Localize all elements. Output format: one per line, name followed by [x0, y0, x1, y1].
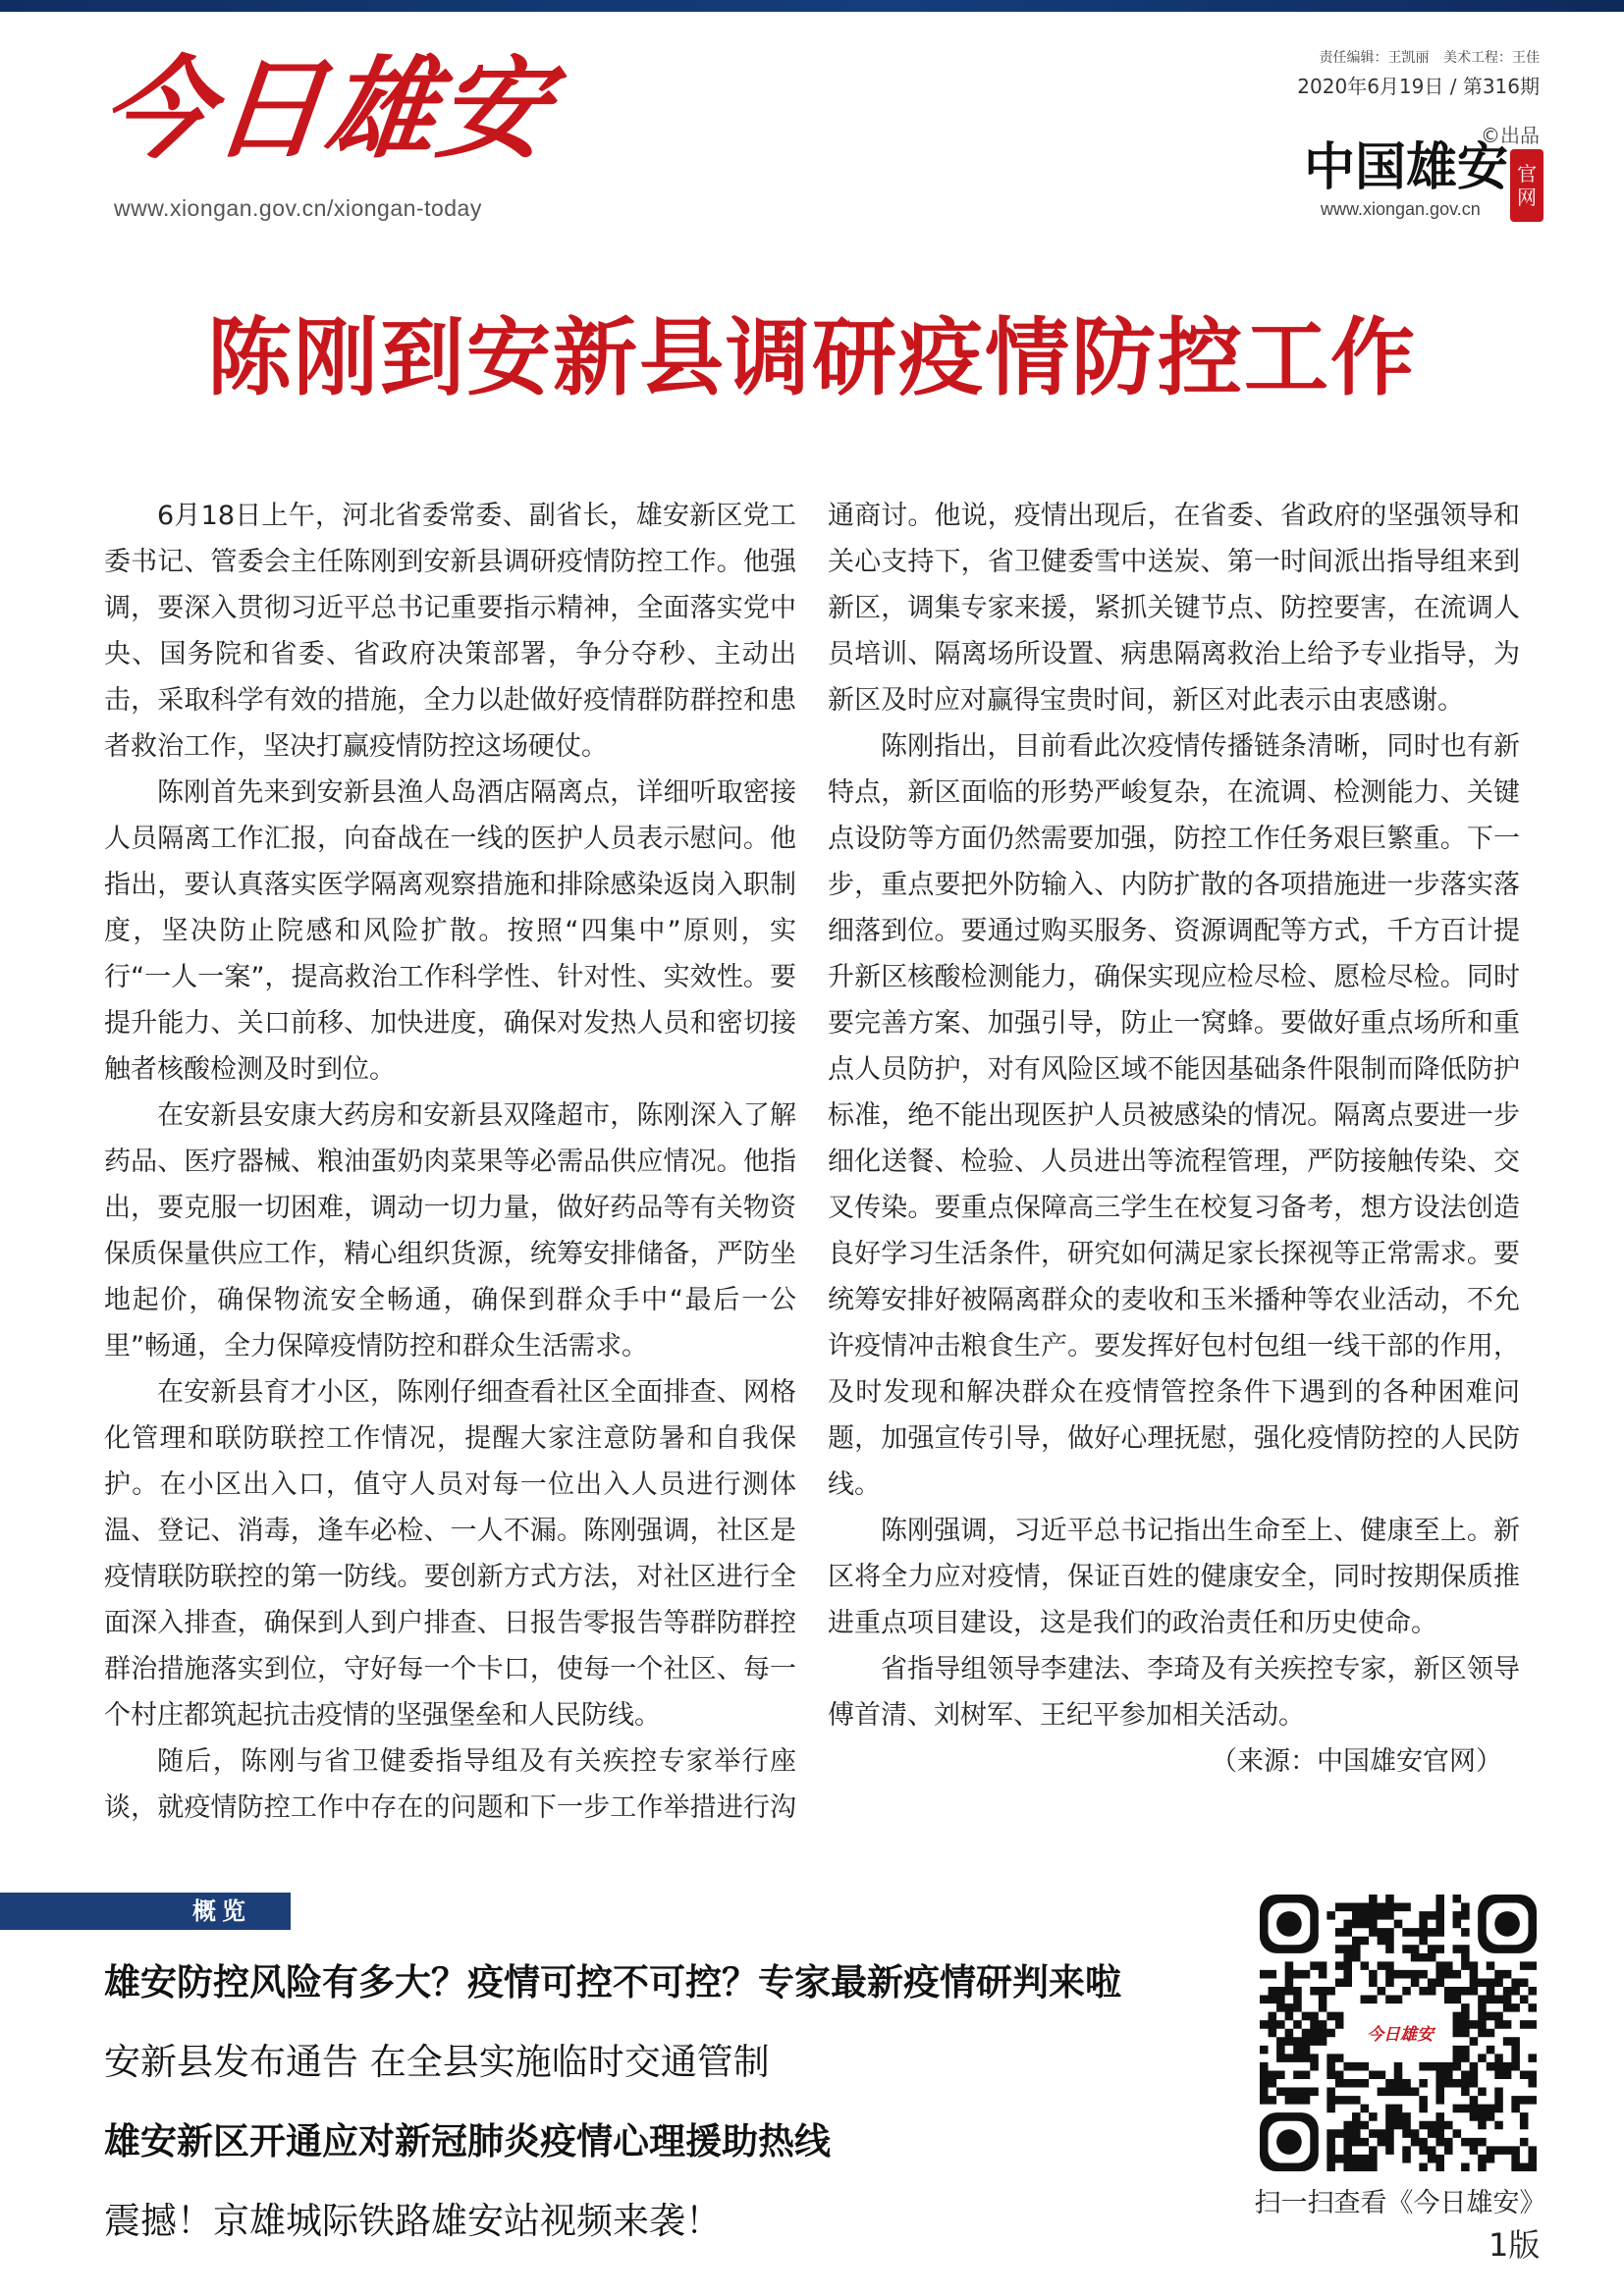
publisher-seal-text: 官网: [1517, 162, 1537, 209]
article-paragraph: 在安新县育才小区，陈刚仔细查看社区全面排查、网格化管理和联防联控工作情况，提醒大家注意防暑和自我保护。在小区出入口，值守人员对每一位出入人员进行测体温、登记、消毒，逢车必检、一人不漏。陈刚强调，社区是疫情联防联控的第一防线。要创新方式方法，对社区进行全面深入排查，确保到人到户排查、日报告零报告等群防群控群治措施落实到位，守好每一个卡口，使每一个社区、每一个村庄都筑起抗击疫情的坚强堡垒和人民防线。: [104, 1377, 796, 1731]
designer-credit: 美术工程：王佳: [1443, 50, 1540, 66]
publisher-mark: ©出品: [1481, 124, 1540, 147]
overview-link[interactable]: 震撼！京雄城际铁路雄安站视频来袭！: [104, 2200, 722, 2242]
article-paragraph: 随后，陈刚与省卫健委指导组及有关疾控专家举行座谈，就疫情防控工作中存在的问题和下一步工作举措进行沟通商讨。他说，疫情出现后，在省委、省政府的坚强领导和关心支持下，省卫健委雪中送炭、第一时间派出指导组来到新区，调集专家来援，紧抓关键节点、防控要害，在流调人员培训、隔离场所设置、病患隔离救治上给予专业指导，为新区及时应对赢得宝贵时间，新区对此表示由衷感谢。: [104, 501, 1520, 1823]
qr-code[interactable]: [1260, 1895, 1537, 2171]
brand-url[interactable]: www.xiongan.gov.cn/xiongan-today: [114, 195, 482, 221]
qr-badge: 今日雄安: [1350, 2012, 1450, 2057]
top-color-band: [0, 0, 1624, 12]
publisher-seal: [1510, 149, 1543, 222]
qr-caption: 扫一扫查看《今日雄安》: [1254, 2188, 1546, 2218]
brand-logo: 今日雄安: [95, 45, 557, 174]
publisher-logo: 中国雄安: [1304, 137, 1509, 197]
article-paragraph: 在安新县安康大药房和安新县双隆超市，陈刚深入了解药品、医疗器械、粮油蛋奶肉菜果等必需品供应情况。他指出，要克服一切困难，调动一切力量，做好药品等有关物资保质保量供应工作，精心组织货源，统筹安排储备，严防坐地起价，确保物流安全畅通，确保到群众手中“最后一公里”畅通，全力保障疫情防控和群众生活需求。: [104, 1100, 796, 1362]
overview-list: [104, 1958, 1233, 2276]
page-title: 陈刚到安新县调研疫情防控工作: [207, 308, 1417, 407]
overview-link[interactable]: 雄安新区开通应对新冠肺炎疫情心理援助热线: [104, 2120, 831, 2163]
article-body: [104, 493, 1520, 1838]
editor-credits: [1310, 47, 1540, 67]
article-paragraph: 6月18日上午，河北省委常委、副省长，雄安新区党工委书记、管委会主任陈刚到安新县调研疫情防控工作。他强调，要深入贯彻习近平总书记重要指示精神，全面落实党中央、国务院和省委、省政府决策部署，争分夺秒、主动出击，采取科学有效的措施，全力以赴做好疫情群防群控和患者救治工作，坚决打赢疫情防控这场硬仗。: [104, 501, 796, 762]
article-paragraph: 省指导组领导李建法、李琦及有关疾控专家，新区领导傅首清、刘树军、王纪平参加相关活动。: [828, 1654, 1520, 1731]
publisher-url[interactable]: www.xiongan.gov.cn: [1321, 199, 1481, 219]
article-paragraph: 陈刚指出，目前看此次疫情传播链条清晰，同时也有新特点，新区面临的形势严峻复杂，在流调、检测能力、关键点设防等方面仍然需要加强，防控工作任务艰巨繁重。下一步，重点要把外防输入、内防扩散的各项措施进一步落实落细落到位。要通过购买服务、资源调配等方式，千方百计提升新区核酸检测能力，确保实现应检尽检、愿检尽检。同时要完善方案、加强引导，防止一窝蜂。要做好重点场所和重点人员防护，对有风险区域不能因基础条件限制而降低防护标准，绝不能出现医护人员被感染的情况。隔离点要进一步细化送餐、检验、人员进出等流程管理，严防接触传染、交叉传染。要重点保障高三学生在校复习备考，想方设法创造良好学习生活条件，研究如何满足家长探视等正常需求。要统筹安排好被隔离群众的麦收和玉米播种等农业活动，不允许疫情冲击粮食生产。要发挥好包村包组一线干部的作用，及时发现和解决群众在疫情管控条件下遇到的各种困难问题，加强宣传引导，做好心理抚慰，强化疫情防控的人民防线。: [828, 731, 1520, 1500]
overview-title: 概览: [192, 1897, 251, 1925]
editor-credit: 责任编辑：王凯丽: [1319, 50, 1430, 66]
overview-link[interactable]: 雄安防控风险有多大？疫情可控不可控？专家最新疫情研判来啦: [104, 1961, 1121, 2003]
article-paragraph: 陈刚首先来到安新县渔人岛酒店隔离点，详细听取密接人员隔离工作汇报，向奋战在一线的医护人员表示慰问。他指出，要认真落实医学隔离观察措施和排除感染返岗入职制度，坚决防止院感和风险扩散。按照“四集中”原则，实行“一人一案”，提高救治工作科学性、针对性、实效性。要提升能力、关口前移、加快进度，确保对发热人员和密切接触者核酸检测及时到位。: [104, 777, 796, 1085]
page-number: 1版: [1489, 2226, 1541, 2264]
article-paragraph: 陈刚强调，习近平总书记指出生命至上、健康至上。新区将全力应对疫情，保证百姓的健康安全，同时按期保质推进重点项目建设，这是我们的政治责任和历史使命。: [828, 1516, 1520, 1638]
overview-link[interactable]: 安新县发布通告 在全县实施临时交通管制: [104, 2041, 770, 2083]
issue-date: 2020年6月19日 / 第316期: [1297, 75, 1540, 98]
article-source: （来源：中国雄安官网）: [1211, 1746, 1502, 1777]
